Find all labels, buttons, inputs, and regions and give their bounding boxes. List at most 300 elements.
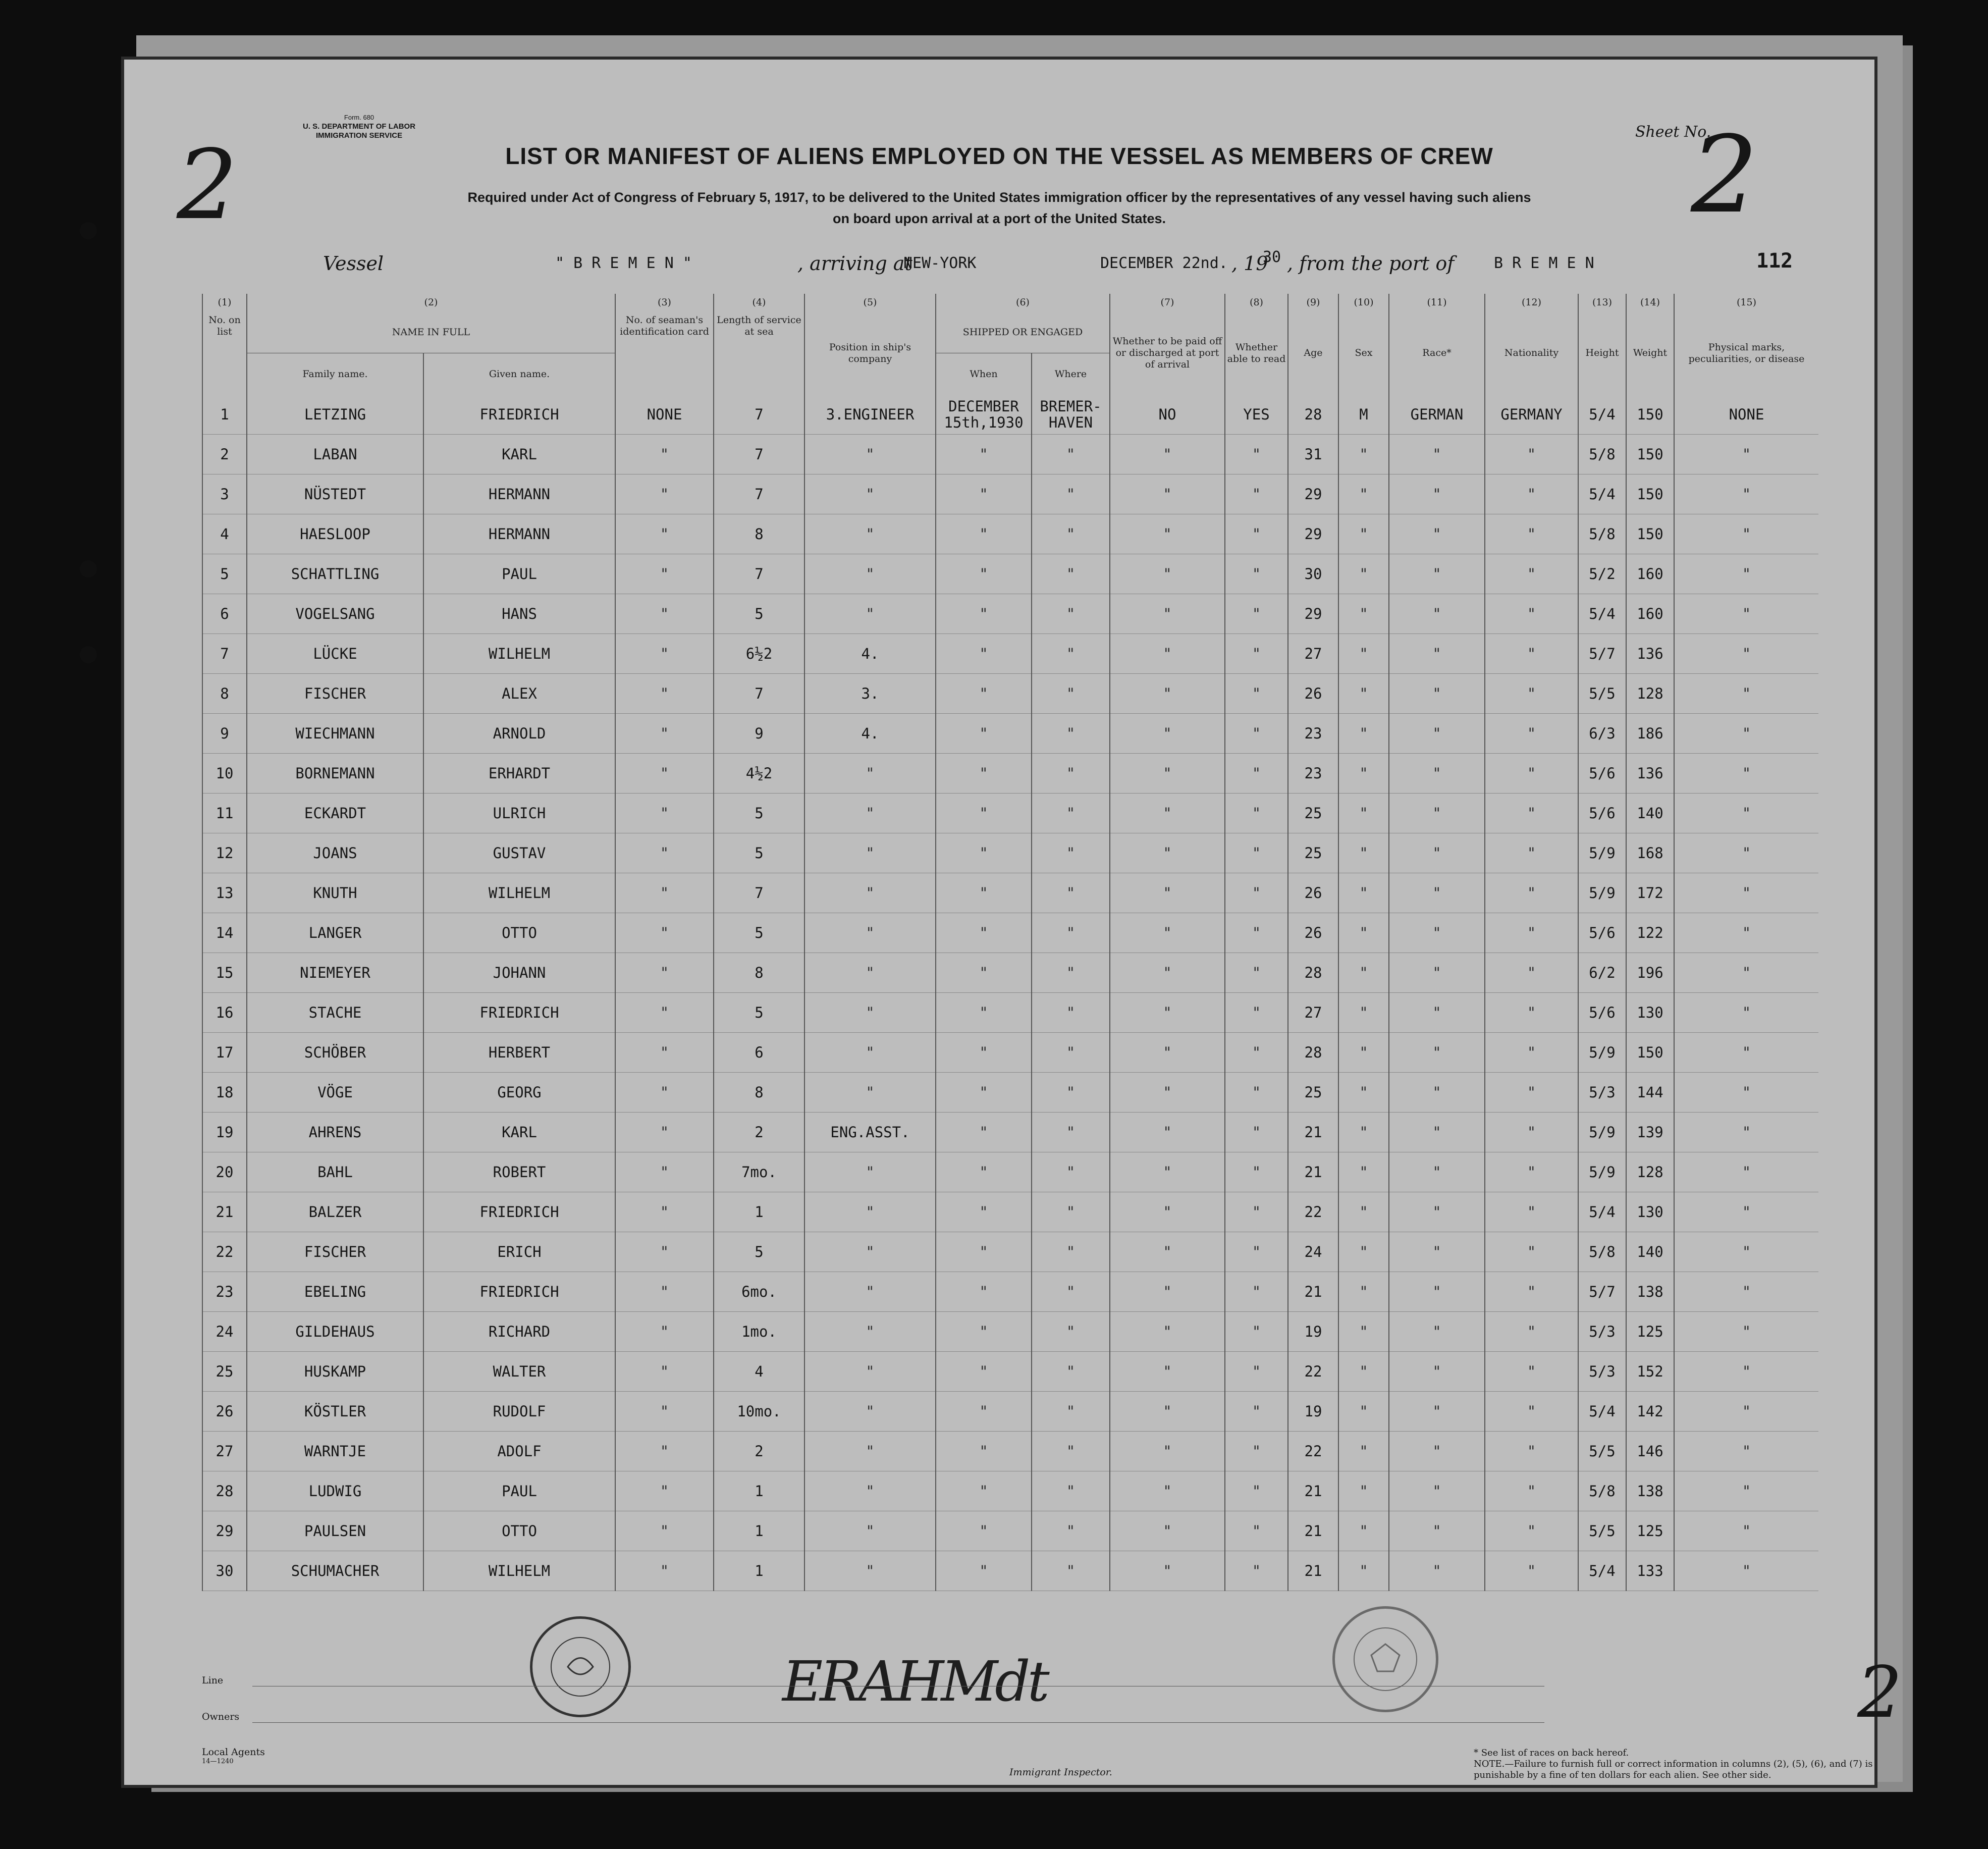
cell-position: " bbox=[804, 913, 936, 953]
cell-marks: " bbox=[1674, 1073, 1818, 1113]
cell-race: " bbox=[1389, 1272, 1485, 1312]
cell-given: FRIEDRICH bbox=[423, 1192, 615, 1232]
col-num-11: (11) bbox=[1389, 294, 1485, 311]
from-port-label: , from the port of bbox=[1287, 252, 1455, 275]
cell-sex: " bbox=[1338, 594, 1389, 634]
cell-paid: " bbox=[1110, 1073, 1225, 1113]
header-paid-off: Whether to be paid off or discharged at port of arrival bbox=[1110, 311, 1225, 395]
cell-nat: " bbox=[1485, 1352, 1578, 1392]
cell-card: " bbox=[615, 833, 714, 873]
cell-weight: 139 bbox=[1626, 1113, 1674, 1152]
col-num-1: (1) bbox=[202, 294, 247, 311]
cell-position: " bbox=[804, 1312, 936, 1352]
cell-marks: " bbox=[1674, 1192, 1818, 1232]
crew-table bbox=[202, 294, 1818, 1591]
cell-marks: " bbox=[1674, 1232, 1818, 1272]
cell-sex: " bbox=[1338, 1232, 1389, 1272]
cell-marks: " bbox=[1674, 1113, 1818, 1152]
cell-height: 5/8 bbox=[1578, 1471, 1626, 1511]
cell-no: 30 bbox=[202, 1551, 247, 1591]
cell-race: " bbox=[1389, 1033, 1485, 1073]
cell-sex: " bbox=[1338, 1272, 1389, 1312]
subtitle-line-1: Required under Act of Congress of February 5, 1917, to be delivered to the United States immigration officer by the representatives of any vessel having such aliens bbox=[467, 190, 1531, 205]
cell-no: 28 bbox=[202, 1471, 247, 1511]
cell-race: " bbox=[1389, 1392, 1485, 1432]
cell-card: " bbox=[615, 1152, 714, 1192]
cell-paid: " bbox=[1110, 833, 1225, 873]
cell-paid: " bbox=[1110, 913, 1225, 953]
cell-read: " bbox=[1225, 554, 1288, 594]
cell-given: ERICH bbox=[423, 1232, 615, 1272]
cell-where: " bbox=[1032, 953, 1110, 993]
cell-when: " bbox=[936, 435, 1032, 474]
cell-given: ARNOLD bbox=[423, 714, 615, 754]
cell-when: " bbox=[936, 913, 1032, 953]
cell-paid: NO bbox=[1110, 395, 1225, 435]
cell-height: 5/9 bbox=[1578, 1152, 1626, 1192]
col-num-15: (15) bbox=[1674, 294, 1818, 311]
cell-family: EBELING bbox=[247, 1272, 423, 1312]
cell-card: " bbox=[615, 435, 714, 474]
column-number-row bbox=[202, 294, 1818, 311]
cell-marks: " bbox=[1674, 594, 1818, 634]
cell-age: 26 bbox=[1288, 913, 1338, 953]
cell-weight: 172 bbox=[1626, 873, 1674, 913]
cell-marks: " bbox=[1674, 1432, 1818, 1471]
cell-paid: " bbox=[1110, 634, 1225, 674]
table-row bbox=[202, 794, 1818, 833]
cell-position: 4. bbox=[804, 634, 936, 674]
cell-service: 5 bbox=[714, 913, 804, 953]
cell-paid: " bbox=[1110, 1192, 1225, 1232]
cell-where: " bbox=[1032, 1471, 1110, 1511]
cell-position: " bbox=[804, 474, 936, 514]
cell-when: " bbox=[936, 514, 1032, 554]
table-row bbox=[202, 714, 1818, 754]
cell-paid: " bbox=[1110, 993, 1225, 1033]
cell-nat: " bbox=[1485, 474, 1578, 514]
penalty-note: NOTE.—Failure to furnish full or correct information in columns (2), (5), (6), and (7) is punishable by a fine of ten dollars for each alien. See other side. bbox=[1474, 1759, 1873, 1780]
col-num-6: (6) bbox=[936, 294, 1110, 311]
cell-nat: " bbox=[1485, 1471, 1578, 1511]
cell-race: " bbox=[1389, 514, 1485, 554]
cell-weight: 186 bbox=[1626, 714, 1674, 754]
cell-when: " bbox=[936, 1152, 1032, 1192]
page-title: LIST OR MANIFEST OF ALIENS EMPLOYED ON THE VESSEL AS MEMBERS OF CREW bbox=[505, 143, 1493, 169]
cell-service: 7mo. bbox=[714, 1152, 804, 1192]
table-row bbox=[202, 913, 1818, 953]
arriving-port: NEW-YORK bbox=[903, 254, 977, 272]
table-row bbox=[202, 1432, 1818, 1471]
cell-marks: NONE bbox=[1674, 395, 1818, 435]
owners-rule bbox=[252, 1722, 1544, 1723]
cell-where: " bbox=[1032, 754, 1110, 794]
cell-card: " bbox=[615, 913, 714, 953]
cell-service: 7 bbox=[714, 395, 804, 435]
cell-marks: " bbox=[1674, 1471, 1818, 1511]
cell-paid: " bbox=[1110, 1113, 1225, 1152]
cell-marks: " bbox=[1674, 794, 1818, 833]
cell-height: 5/6 bbox=[1578, 993, 1626, 1033]
cell-height: 5/2 bbox=[1578, 554, 1626, 594]
cell-no: 6 bbox=[202, 594, 247, 634]
cell-service: 5 bbox=[714, 794, 804, 833]
cell-read: " bbox=[1225, 714, 1288, 754]
cell-marks: " bbox=[1674, 754, 1818, 794]
cell-given: ADOLF bbox=[423, 1432, 615, 1471]
cell-given: ULRICH bbox=[423, 794, 615, 833]
cell-where: " bbox=[1032, 1152, 1110, 1192]
header-row-1 bbox=[202, 311, 1818, 353]
cell-weight: 142 bbox=[1626, 1392, 1674, 1432]
cell-when: " bbox=[936, 634, 1032, 674]
cell-card: " bbox=[615, 1113, 714, 1152]
cell-service: 8 bbox=[714, 1073, 804, 1113]
cell-no: 29 bbox=[202, 1511, 247, 1551]
cell-nat: " bbox=[1485, 913, 1578, 953]
cell-family: LÜCKE bbox=[247, 634, 423, 674]
cell-given: WALTER bbox=[423, 1352, 615, 1392]
cell-family: BAHL bbox=[247, 1152, 423, 1192]
vessel-label: Vessel bbox=[323, 252, 384, 275]
cell-card: " bbox=[615, 1392, 714, 1432]
cell-sex: " bbox=[1338, 1352, 1389, 1392]
cell-when: " bbox=[936, 594, 1032, 634]
cell-sex: " bbox=[1338, 873, 1389, 913]
table-row bbox=[202, 1073, 1818, 1113]
table-row bbox=[202, 1152, 1818, 1192]
cell-height: 5/9 bbox=[1578, 833, 1626, 873]
cell-service: 7 bbox=[714, 873, 804, 913]
cell-where: " bbox=[1032, 1113, 1110, 1152]
cell-read: " bbox=[1225, 754, 1288, 794]
col-num-2: (2) bbox=[247, 294, 615, 311]
cell-read: " bbox=[1225, 913, 1288, 953]
cell-marks: " bbox=[1674, 1312, 1818, 1352]
cell-where: " bbox=[1032, 594, 1110, 634]
cell-family: LABAN bbox=[247, 435, 423, 474]
header-shipped: SHIPPED OR ENGAGED bbox=[936, 311, 1110, 353]
table-row bbox=[202, 634, 1818, 674]
eagle-seal-icon bbox=[1335, 1609, 1436, 1710]
cell-height: 6/2 bbox=[1578, 953, 1626, 993]
cell-family: BALZER bbox=[247, 1192, 423, 1232]
cell-no: 24 bbox=[202, 1312, 247, 1352]
cell-position: " bbox=[804, 993, 936, 1033]
cell-marks: " bbox=[1674, 1511, 1818, 1551]
cell-race: " bbox=[1389, 953, 1485, 993]
cell-given: FRIEDRICH bbox=[423, 993, 615, 1033]
cell-family: FISCHER bbox=[247, 1232, 423, 1272]
cell-given: WILHELM bbox=[423, 873, 615, 913]
form-identifier bbox=[303, 113, 415, 140]
table-row bbox=[202, 873, 1818, 913]
cell-sex: " bbox=[1338, 1392, 1389, 1432]
cell-read: " bbox=[1225, 873, 1288, 913]
cell-marks: " bbox=[1674, 833, 1818, 873]
cell-given: FRIEDRICH bbox=[423, 395, 615, 435]
cell-where: " bbox=[1032, 1312, 1110, 1352]
cell-sex: " bbox=[1338, 754, 1389, 794]
cell-given: JOHANN bbox=[423, 953, 615, 993]
col-num-9: (9) bbox=[1288, 294, 1338, 311]
cell-weight: 138 bbox=[1626, 1272, 1674, 1312]
cell-nat: " bbox=[1485, 594, 1578, 634]
cell-given: GUSTAV bbox=[423, 833, 615, 873]
cell-paid: " bbox=[1110, 754, 1225, 794]
cell-nat: " bbox=[1485, 993, 1578, 1033]
cell-sex: " bbox=[1338, 554, 1389, 594]
cell-card: " bbox=[615, 1471, 714, 1511]
cell-when: " bbox=[936, 474, 1032, 514]
cell-marks: " bbox=[1674, 1392, 1818, 1432]
cell-where: " bbox=[1032, 1232, 1110, 1272]
cell-height: 5/7 bbox=[1578, 1272, 1626, 1312]
cell-card: " bbox=[615, 594, 714, 634]
cell-when: " bbox=[936, 993, 1032, 1033]
table-row bbox=[202, 1272, 1818, 1312]
local-agents-label: Local Agents bbox=[202, 1747, 265, 1758]
cell-where: " bbox=[1032, 913, 1110, 953]
cell-no: 15 bbox=[202, 953, 247, 993]
cell-nat: " bbox=[1485, 873, 1578, 913]
cell-family: NIEMEYER bbox=[247, 953, 423, 993]
cell-age: 29 bbox=[1288, 594, 1338, 634]
cell-service: 6½2 bbox=[714, 634, 804, 674]
col-num-7: (7) bbox=[1110, 294, 1225, 311]
cell-family: STACHE bbox=[247, 993, 423, 1033]
table-row bbox=[202, 1471, 1818, 1511]
cell-marks: " bbox=[1674, 1272, 1818, 1312]
cell-age: 30 bbox=[1288, 554, 1338, 594]
cell-service: 2 bbox=[714, 1113, 804, 1152]
cell-family: SCHÖBER bbox=[247, 1033, 423, 1073]
cell-age: 22 bbox=[1288, 1192, 1338, 1232]
cell-family: HUSKAMP bbox=[247, 1352, 423, 1392]
cell-read: " bbox=[1225, 474, 1288, 514]
cell-where: " bbox=[1032, 1511, 1110, 1551]
cell-height: 5/4 bbox=[1578, 594, 1626, 634]
cell-race: " bbox=[1389, 435, 1485, 474]
cell-family: PAULSEN bbox=[247, 1511, 423, 1551]
cell-read: " bbox=[1225, 1551, 1288, 1591]
cell-age: 21 bbox=[1288, 1511, 1338, 1551]
cell-height: 5/9 bbox=[1578, 1033, 1626, 1073]
cell-race: " bbox=[1389, 873, 1485, 913]
cell-service: 9 bbox=[714, 714, 804, 754]
table-row bbox=[202, 594, 1818, 634]
cell-given: ALEX bbox=[423, 674, 615, 714]
inspector-label: Immigrant Inspector. bbox=[1009, 1767, 1112, 1778]
cell-given: HERMANN bbox=[423, 474, 615, 514]
cell-weight: 128 bbox=[1626, 674, 1674, 714]
form-number: Form. 680 bbox=[344, 114, 374, 121]
cell-read: " bbox=[1225, 1432, 1288, 1471]
table-row bbox=[202, 993, 1818, 1033]
cell-nat: " bbox=[1485, 833, 1578, 873]
cell-service: 2 bbox=[714, 1432, 804, 1471]
cell-no: 2 bbox=[202, 435, 247, 474]
cell-read: " bbox=[1225, 1152, 1288, 1192]
cell-nat: " bbox=[1485, 1232, 1578, 1272]
cell-height: 5/9 bbox=[1578, 873, 1626, 913]
cell-age: 26 bbox=[1288, 674, 1338, 714]
table-row bbox=[202, 833, 1818, 873]
cell-race: " bbox=[1389, 993, 1485, 1033]
cell-height: 5/8 bbox=[1578, 1232, 1626, 1272]
col-num-14: (14) bbox=[1626, 294, 1674, 311]
cell-where: " bbox=[1032, 634, 1110, 674]
vessel-name: " B R E M E N " bbox=[555, 254, 692, 272]
cell-age: 28 bbox=[1288, 953, 1338, 993]
consulate-stamp-right bbox=[1332, 1606, 1438, 1712]
table-row bbox=[202, 1511, 1818, 1551]
cell-position: " bbox=[804, 554, 936, 594]
cell-no: 11 bbox=[202, 794, 247, 833]
cell-when: " bbox=[936, 1073, 1032, 1113]
cell-weight: 133 bbox=[1626, 1551, 1674, 1591]
cell-family: WARNTJE bbox=[247, 1432, 423, 1471]
year-prefix: , 19 bbox=[1231, 252, 1268, 275]
header-height: Height bbox=[1578, 311, 1626, 395]
table-row bbox=[202, 1113, 1818, 1152]
cell-race: " bbox=[1389, 1192, 1485, 1232]
table-row bbox=[202, 674, 1818, 714]
cell-service: 5 bbox=[714, 833, 804, 873]
cell-card: " bbox=[615, 1272, 714, 1312]
cell-read: " bbox=[1225, 435, 1288, 474]
cell-where: " bbox=[1032, 1192, 1110, 1232]
cell-no: 7 bbox=[202, 634, 247, 674]
col-num-8: (8) bbox=[1225, 294, 1288, 311]
cell-height: 5/3 bbox=[1578, 1352, 1626, 1392]
cell-paid: " bbox=[1110, 794, 1225, 833]
cell-sex: " bbox=[1338, 833, 1389, 873]
cell-read: YES bbox=[1225, 395, 1288, 435]
cell-age: 21 bbox=[1288, 1471, 1338, 1511]
table-row bbox=[202, 435, 1818, 474]
cell-read: " bbox=[1225, 1232, 1288, 1272]
from-port: B R E M E N bbox=[1494, 254, 1594, 272]
cell-position: " bbox=[804, 1152, 936, 1192]
cell-no: 22 bbox=[202, 1232, 247, 1272]
cell-sex: " bbox=[1338, 474, 1389, 514]
cell-position: " bbox=[804, 1073, 936, 1113]
cell-where: " bbox=[1032, 474, 1110, 514]
cell-weight: 152 bbox=[1626, 1352, 1674, 1392]
cell-marks: " bbox=[1674, 514, 1818, 554]
cell-position: 4. bbox=[804, 714, 936, 754]
cell-position: " bbox=[804, 1392, 936, 1432]
cell-race: " bbox=[1389, 833, 1485, 873]
cell-nat: " bbox=[1485, 1152, 1578, 1192]
cell-family: JOANS bbox=[247, 833, 423, 873]
header-nationality: Nationality bbox=[1485, 311, 1578, 395]
cell-when: " bbox=[936, 1312, 1032, 1352]
cell-sex: " bbox=[1338, 1192, 1389, 1232]
cell-where: " bbox=[1032, 873, 1110, 913]
cell-paid: " bbox=[1110, 1352, 1225, 1392]
header-no-on-list: No. on list bbox=[202, 311, 247, 395]
cell-sex: " bbox=[1338, 1432, 1389, 1471]
cell-given: OTTO bbox=[423, 913, 615, 953]
cell-nat: " bbox=[1485, 514, 1578, 554]
header-physical-marks: Physical marks, peculiarities, or disease bbox=[1674, 311, 1818, 395]
header-race: Race* bbox=[1389, 311, 1485, 395]
cell-service: 5 bbox=[714, 594, 804, 634]
cell-read: " bbox=[1225, 1272, 1288, 1312]
cell-given: PAUL bbox=[423, 554, 615, 594]
cell-position: " bbox=[804, 794, 936, 833]
cell-paid: " bbox=[1110, 435, 1225, 474]
cell-where: " bbox=[1032, 674, 1110, 714]
cell-read: " bbox=[1225, 1192, 1288, 1232]
cell-read: " bbox=[1225, 1073, 1288, 1113]
cell-read: " bbox=[1225, 1392, 1288, 1432]
cell-no: 27 bbox=[202, 1432, 247, 1471]
cell-paid: " bbox=[1110, 514, 1225, 554]
cell-card: " bbox=[615, 554, 714, 594]
cell-given: PAUL bbox=[423, 1471, 615, 1511]
year-suffix: 30 bbox=[1263, 248, 1281, 266]
cell-no: 8 bbox=[202, 674, 247, 714]
cell-age: 23 bbox=[1288, 714, 1338, 754]
cell-where: " bbox=[1032, 993, 1110, 1033]
cell-weight: 150 bbox=[1626, 435, 1674, 474]
table-row bbox=[202, 953, 1818, 993]
cell-given: RICHARD bbox=[423, 1312, 615, 1352]
cell-read: " bbox=[1225, 1511, 1288, 1551]
cell-when: " bbox=[936, 873, 1032, 913]
cell-position: " bbox=[804, 1272, 936, 1312]
cell-family: FISCHER bbox=[247, 674, 423, 714]
cell-age: 19 bbox=[1288, 1312, 1338, 1352]
cell-when: " bbox=[936, 1471, 1032, 1511]
cell-weight: 150 bbox=[1626, 1033, 1674, 1073]
header-given-name: Given name. bbox=[423, 353, 615, 395]
page-subtitle bbox=[363, 187, 1635, 229]
cell-marks: " bbox=[1674, 1033, 1818, 1073]
cell-weight: 136 bbox=[1626, 634, 1674, 674]
cell-sex: " bbox=[1338, 435, 1389, 474]
cell-nat: " bbox=[1485, 1033, 1578, 1073]
cell-height: 5/3 bbox=[1578, 1073, 1626, 1113]
subtitle-line-2: on board upon arrival at a port of the United States. bbox=[832, 211, 1166, 226]
cell-position: " bbox=[804, 1511, 936, 1551]
cell-race: " bbox=[1389, 1551, 1485, 1591]
cell-marks: " bbox=[1674, 674, 1818, 714]
cell-given: WILHELM bbox=[423, 634, 615, 674]
table-row bbox=[202, 754, 1818, 794]
cell-position: " bbox=[804, 594, 936, 634]
cell-position: " bbox=[804, 514, 936, 554]
cell-no: 3 bbox=[202, 474, 247, 514]
cell-when: " bbox=[936, 554, 1032, 594]
cell-service: 6 bbox=[714, 1033, 804, 1073]
cell-family: HAESLOOP bbox=[247, 514, 423, 554]
cell-race: " bbox=[1389, 1232, 1485, 1272]
cell-where: " bbox=[1032, 514, 1110, 554]
cell-when: " bbox=[936, 1113, 1032, 1152]
cell-paid: " bbox=[1110, 1511, 1225, 1551]
cell-paid: " bbox=[1110, 1152, 1225, 1192]
department: U. S. DEPARTMENT OF LABOR bbox=[303, 122, 416, 131]
cell-read: " bbox=[1225, 1471, 1288, 1511]
cell-weight: 196 bbox=[1626, 953, 1674, 993]
race-note: * See list of races on back hereof. bbox=[1474, 1748, 1629, 1758]
cell-family: LUDWIG bbox=[247, 1471, 423, 1511]
cell-when: " bbox=[936, 674, 1032, 714]
